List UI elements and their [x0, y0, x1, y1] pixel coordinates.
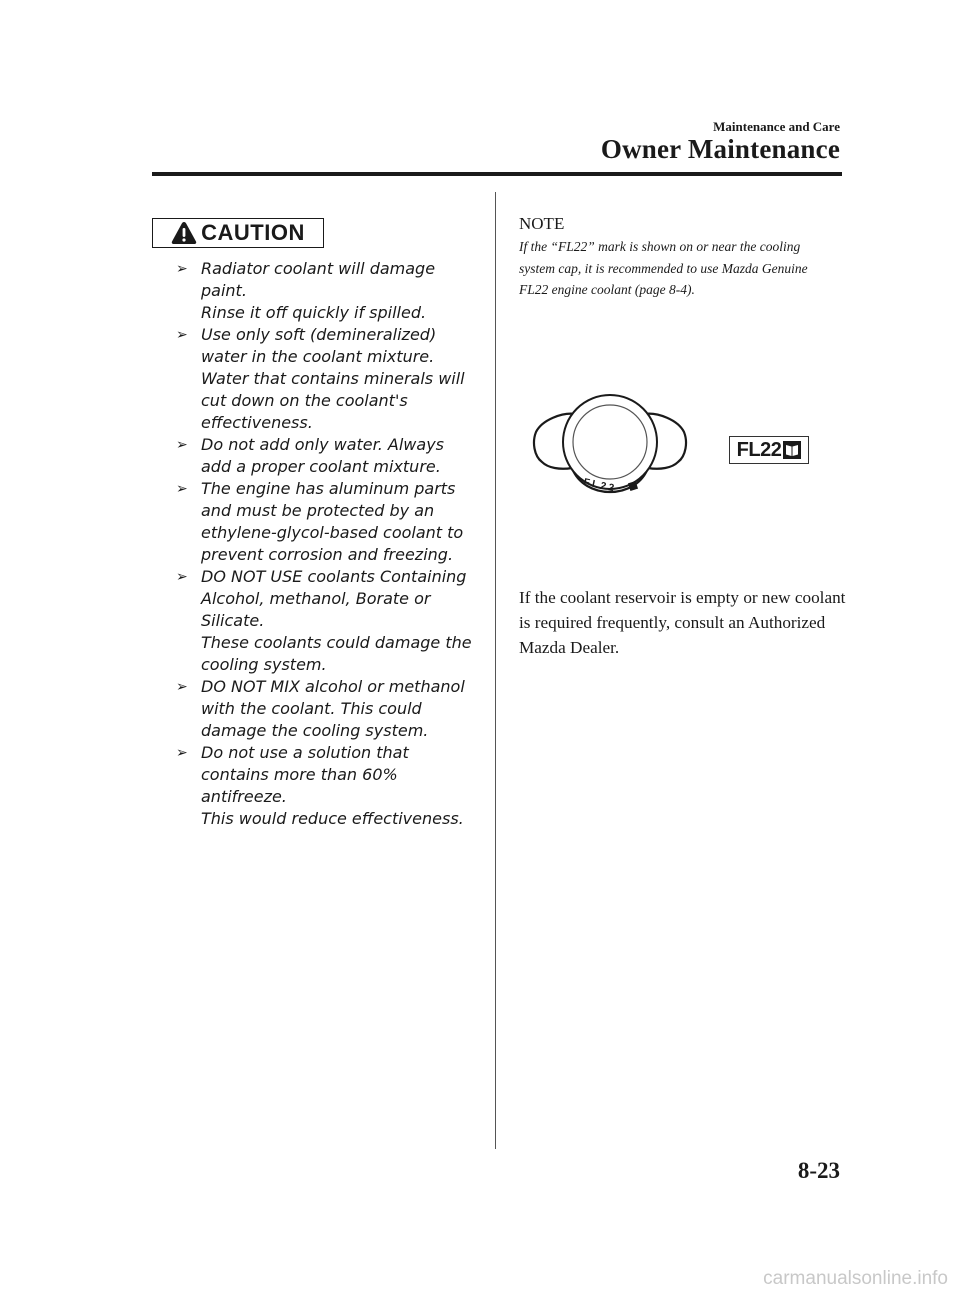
fl22-label-text: FL22	[736, 438, 782, 461]
caution-item-line: ➢ Use only soft (demineralized) water in the coolant mixture.	[201, 325, 437, 366]
body-paragraph: If the coolant reservoir is empty or new coolant is required frequently, consult an Authorized Mazda Dealer.	[519, 588, 846, 657]
caution-item-line: ➢ DO NOT USE coolants Containing Alcohol, methanol, Borate or Silicate.	[201, 567, 467, 630]
fl22-label	[729, 436, 809, 464]
caution-item	[176, 742, 476, 830]
header-rule	[152, 172, 842, 176]
cap-fl22-mark: FL22	[582, 476, 618, 495]
caution-item-line: ➢ DO NOT MIX alcohol or methanol with the coolant. This could damage the cooling system.	[201, 677, 465, 740]
page-title: Owner Maintenance	[600, 134, 840, 164]
caution-item-line: ➢ The engine has aluminum parts and must be protected by an ethylene-glycol-based coolant to prevent corrosion and freezing.	[201, 479, 464, 564]
caution-box	[152, 218, 324, 248]
book-icon	[783, 441, 801, 459]
note-heading: NOTE	[519, 214, 565, 233]
caution-item-line: ➢ Do not add only water. Always add a proper coolant mixture.	[201, 435, 444, 476]
caution-item	[176, 676, 476, 742]
warning-triangle-icon	[171, 221, 197, 245]
caution-item	[176, 258, 476, 324]
caution-item-line: These coolants could damage the cooling system.	[201, 633, 472, 674]
caution-item	[176, 478, 476, 566]
caution-item-line: Water that contains minerals will cut down on the coolant's effectiveness.	[201, 369, 465, 432]
column-divider	[495, 192, 496, 1149]
caution-item-line: This would reduce effectiveness.	[201, 809, 464, 828]
cap-outer-ring	[563, 395, 657, 489]
caution-item	[176, 434, 476, 478]
caution-list	[176, 258, 476, 830]
caution-item	[176, 324, 476, 434]
section-label: Maintenance and Care	[713, 119, 840, 134]
radiator-cap-illustration	[528, 392, 692, 508]
caution-item	[176, 566, 476, 676]
note-text: If the “FL22” mark is shown on or near the cooling system cap, it is recommended to use Mazda Genuine FL22 engine coolant (page 8-4).	[519, 239, 808, 297]
caution-item-line: ➢ Do not use a solution that contains more than 60% antifreeze.	[201, 743, 409, 806]
caution-label: CAUTION	[201, 220, 305, 245]
caution-item-line: ➢ Radiator coolant will damage paint.	[201, 259, 436, 300]
watermark: carmanualsonline.info	[763, 1268, 948, 1289]
page-number: 8-23	[797, 1158, 840, 1183]
caution-item-line: Rinse it off quickly if spilled.	[201, 303, 427, 322]
